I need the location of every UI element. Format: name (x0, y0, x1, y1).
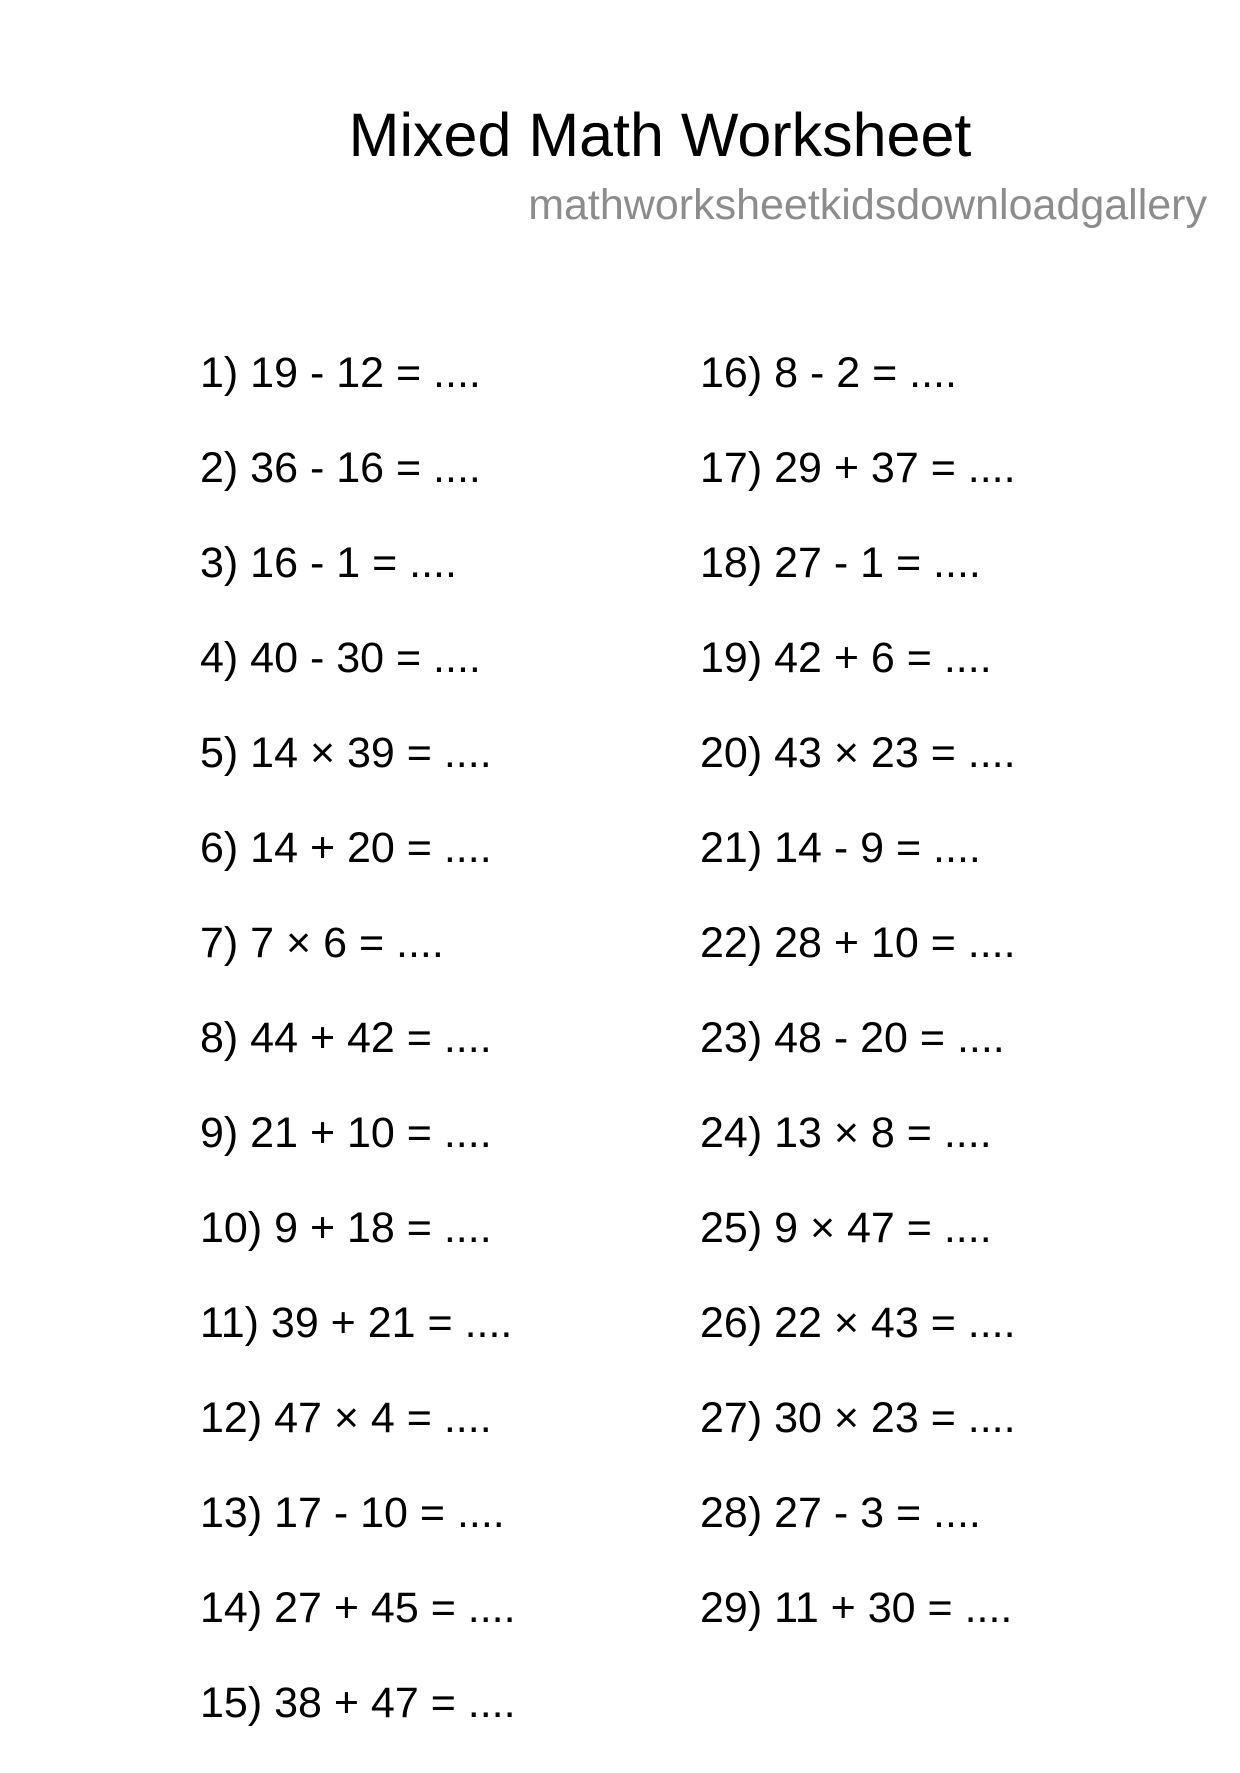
problem-item: 29) 11 + 30 = .... (700, 1584, 1013, 1632)
problem-item: 6) 14 + 20 = .... (200, 824, 492, 872)
problem-item: 18) 27 - 1 = .... (700, 539, 981, 587)
problem-item: 1) 19 - 12 = .... (200, 349, 481, 397)
problem-item: 20) 43 × 23 = .... (700, 729, 1016, 777)
problem-item: 2) 36 - 16 = .... (200, 444, 481, 492)
problem-item: 23) 48 - 20 = .... (700, 1014, 1005, 1062)
problem-item: 13) 17 - 10 = .... (200, 1489, 505, 1537)
problem-item: 10) 9 + 18 = .... (200, 1204, 492, 1252)
problem-item: 25) 9 × 47 = .... (700, 1204, 992, 1252)
problem-item: 21) 14 - 9 = .... (700, 824, 981, 872)
problem-item: 9) 21 + 10 = .... (200, 1109, 492, 1157)
problem-item: 19) 42 + 6 = .... (700, 634, 992, 682)
problem-item: 4) 40 - 30 = .... (200, 634, 481, 682)
problem-item: 16) 8 - 2 = .... (700, 349, 957, 397)
problem-item: 15) 38 + 47 = .... (200, 1679, 516, 1727)
problem-item: 3) 16 - 1 = .... (200, 539, 457, 587)
problem-item: 22) 28 + 10 = .... (700, 919, 1016, 967)
problem-item: 27) 30 × 23 = .... (700, 1394, 1016, 1442)
problem-item: 8) 44 + 42 = .... (200, 1014, 492, 1062)
problem-column-right (700, 348, 1016, 1678)
problem-item: 12) 47 × 4 = .... (200, 1394, 492, 1442)
problem-item: 14) 27 + 45 = .... (200, 1584, 516, 1632)
problem-item: 17) 29 + 37 = .... (700, 444, 1016, 492)
problem-item: 7) 7 × 6 = .... (200, 919, 444, 967)
problem-column-left (200, 348, 516, 1773)
problem-item: 5) 14 × 39 = .... (200, 729, 492, 777)
problem-item: 24) 13 × 8 = .... (700, 1109, 992, 1157)
problem-item: 28) 27 - 3 = .... (700, 1489, 981, 1537)
problem-item: 11) 39 + 21 = .... (200, 1299, 513, 1347)
worksheet-title: Mixed Math Worksheet (348, 101, 972, 169)
watermark-text: mathworksheetkidsdownloadgallery (528, 181, 1207, 229)
problem-item: 26) 22 × 43 = .... (700, 1299, 1016, 1347)
